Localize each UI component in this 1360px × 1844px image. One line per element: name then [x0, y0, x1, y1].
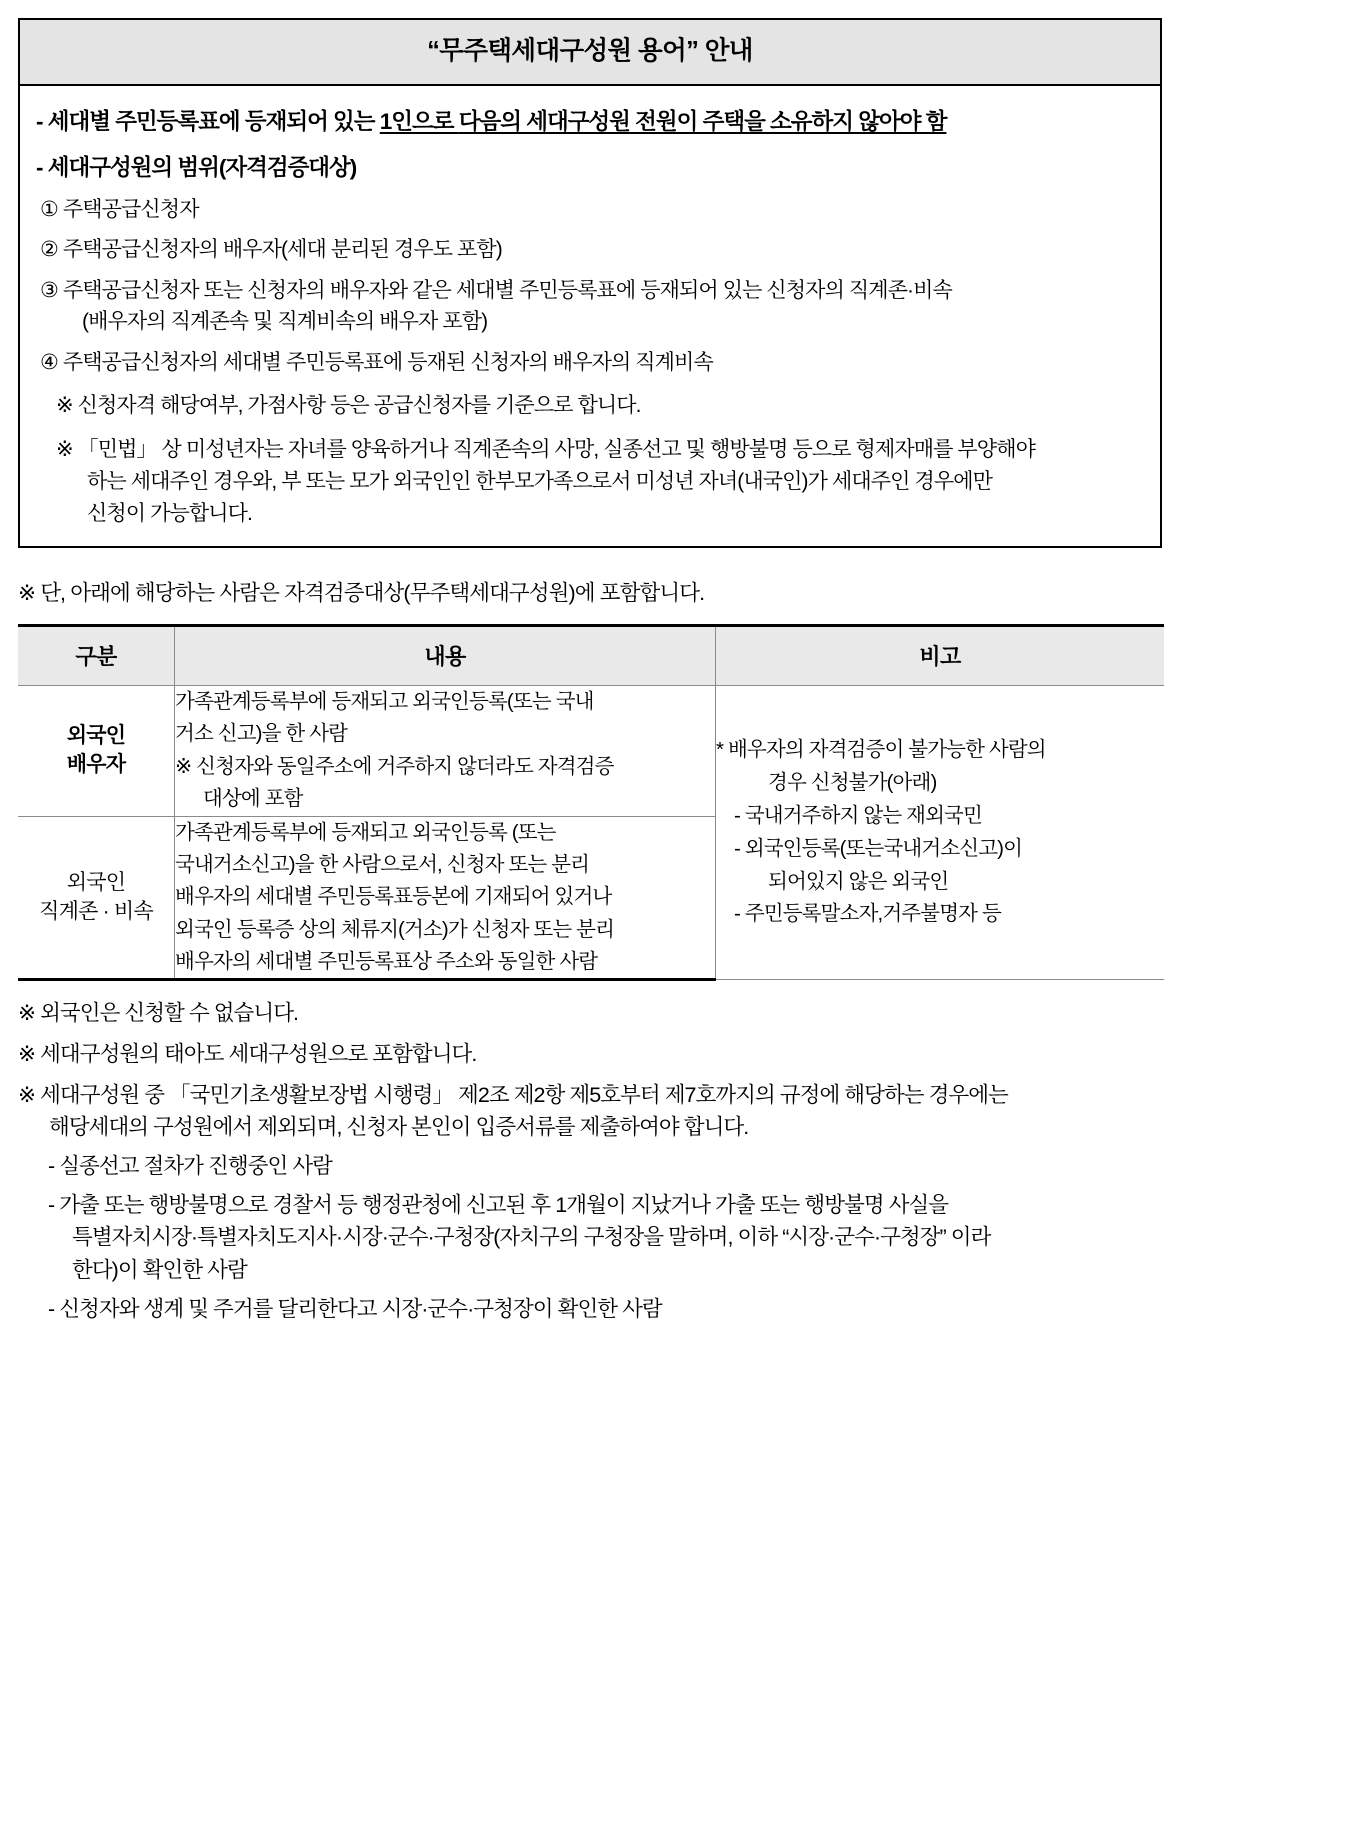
lead-prefix: - 세대별 주민등록표에 등재되어 있는: [36, 108, 380, 134]
row-2-content-line-5: 배우자의 세대별 주민등록표상 주소와 동일한 사람: [175, 950, 598, 974]
row-2-content-line-2: 국내거소신고)을 한 사람으로서, 신청자 또는 분리: [175, 852, 590, 876]
scope-item-1: [40, 194, 1146, 226]
info-note-2-line-3: 신청이 가능합니다.: [87, 502, 252, 526]
footnote-3-marker: ※: [18, 1082, 36, 1107]
scope-item-1-text: 주택공급신청자: [62, 197, 199, 221]
lead-statement: [36, 106, 1146, 139]
column-header-division: 구분: [18, 626, 175, 686]
info-note-1: [56, 390, 1146, 422]
row-2-content-line-4: 외국인 등록증 상의 체류지(거소)가 신청자 또는 분리: [175, 917, 615, 941]
footnotes-section: [18, 997, 1260, 1325]
table-header-row: [18, 626, 1164, 686]
remark-bullet-2-continuation: 되어있지 않은 외국인: [768, 869, 949, 893]
footnote-dash-2: [18, 1189, 1260, 1287]
info-note-1-marker: ※: [56, 394, 73, 418]
row-1-division-line-2: 배우자: [66, 752, 126, 776]
row-2-division-line-1: 외국인: [66, 871, 126, 895]
row-2-content: [175, 816, 716, 980]
row-1-division-line-1: 외국인: [66, 724, 126, 748]
row-2-division-line-2: 직계존 · 비속: [39, 899, 153, 923]
footnote-3: [18, 1079, 1260, 1144]
footnote-1-marker: ※: [18, 1001, 36, 1026]
remark-head-line-1: * 배우자의 자격검증이 불가능한 사람의: [716, 738, 1046, 762]
info-box-body: [20, 86, 1160, 546]
footnote-dash-3: [18, 1293, 1260, 1326]
row-1-content-line-4: 대상에 포함: [203, 787, 303, 811]
scope-item-4-marker: ④: [40, 350, 58, 374]
footnote-dash-1: [18, 1150, 1260, 1183]
scope-item-3-text: 주택공급신청자 또는 신청자의 배우자와 같은 세대별 주민등록표에 등재되어 있는 신청자의 직계존·비속: [62, 278, 952, 302]
footnote-2-marker: ※: [18, 1042, 36, 1067]
scope-item-3-continuation: (배우자의 직계존속 및 직계비속의 배우자 포함): [82, 310, 488, 334]
footnote-dash-3-text: - 신청자와 생계 및 주거를 달리한다고 시장·군수·구청장이 확인한 사람: [48, 1296, 662, 1321]
footnote-2: [18, 1038, 1260, 1071]
scope-subheading: - 세대구성원의 범위(자격검증대상): [36, 155, 357, 181]
table-row: [18, 686, 1164, 817]
info-box-title: “무주택세대구성원 용어” 안내: [20, 20, 1160, 86]
scope-item-4: [40, 347, 1146, 379]
row-2-content-line-1: 가족관계등록부에 등재되고 외국인등록 (또는: [175, 820, 556, 844]
footnote-2-text: 세대구성원의 태아도 세대구성원으로 포함합니다.: [40, 1042, 477, 1067]
footnote-3-text: 세대구성원 중 「국민기초생활보장법 시행령」 제2조 제2항 제5호부터 제7호까지의 규정에 해당하는 경우에는: [40, 1082, 1008, 1107]
lead-mid: 으로: [412, 108, 459, 134]
scope-item-2-marker: ②: [40, 238, 58, 262]
qualification-table: [18, 624, 1164, 981]
remark-bullet-1: - 국내거주하지 않는 재외국민: [734, 803, 982, 827]
footnote-dash-2-text: - 가출 또는 행방불명으로 경찰서 등 행정관청에 신고된 후 1개월이 지났거나 가출 또는 행방불명 사실을: [48, 1192, 949, 1217]
table-header: [18, 626, 1164, 686]
info-note-2-marker: ※: [56, 438, 73, 462]
row-2-content-line-3: 배우자의 세대별 주민등록표등본에 기재되어 있거나: [175, 885, 612, 909]
info-note-2-line-2: 하는 세대주인 경우와, 부 또는 모가 외국인인 한부모가족으로서 미성년 자녀(내국인)가 세대주인 경우에만: [87, 470, 992, 494]
row-1-division: [18, 686, 175, 817]
row-1-content-line-3: ※ 신청자와 동일주소에 거주하지 않더라도 자격검증: [175, 754, 614, 778]
scope-item-2-text: 주택공급신청자의 배우자(세대 분리된 경우도 포함): [62, 238, 502, 262]
scope-item-3-marker: ③: [40, 278, 58, 302]
column-header-content: 내용: [175, 626, 716, 686]
footnote-1: [18, 997, 1260, 1030]
scope-item-1-marker: ①: [40, 197, 58, 221]
terminology-info-box: [18, 18, 1162, 548]
row-1-content-line-1: 가족관계등록부에 등재되고 외국인등록(또는 국내: [175, 690, 594, 714]
table-caption: ※ 단, 아래에 해당하는 사람은 자격검증대상(무주택세대구성원)에 포함합니다.: [18, 580, 705, 605]
column-header-remark: 비고: [716, 626, 1165, 686]
remark-cell: [716, 686, 1165, 980]
lead-underline-two: 다음의 세대구성원 전원이 주택을 소유하지 않아야 함: [458, 108, 947, 134]
scope-item-4-text: 주택공급신청자의 세대별 주민등록표에 등재된 신청자의 배우자의 직계비속: [62, 350, 713, 374]
footnote-dash-2-line-3: 한다)이 확인한 사람: [72, 1258, 247, 1283]
row-1-content: [175, 686, 716, 817]
scope-item-3: [40, 275, 1146, 338]
footnote-1-text: 외국인은 신청할 수 없습니다.: [40, 1001, 299, 1026]
remark-head-line-2: 경우 신청불가(아래): [768, 771, 937, 795]
lead-underline-one: 1인: [379, 108, 413, 134]
table-body: [18, 686, 1164, 980]
info-note-2: [56, 434, 1146, 530]
info-note-2-text: 「민법」 상 미성년자는 자녀를 양육하거나 직계존속의 사망, 실종선고 및 행방불명 등으로 형제자매를 부양해야: [77, 438, 1035, 462]
footnote-dash-2-line-2: 특별자치시장·특별자치도지사·시장·군수·구청장(자치구의 구청장을 말하며, 이하 “시장·군수·구청장” 이라: [72, 1225, 991, 1250]
footnote-dash-1-text: - 실종선고 절차가 진행중인 사람: [48, 1154, 332, 1179]
remark-bullet-2: - 외국인등록(또는국내거소신고)이: [734, 836, 1023, 860]
row-1-content-line-2: 거소 신고)을 한 사람: [175, 722, 348, 746]
footnote-3-line-2: 해당세대의 구성원에서 제외되며, 신청자 본인이 입증서류를 제출하여야 합니다.: [49, 1115, 749, 1140]
info-note-1-text: 신청자격 해당여부, 가점사항 등은 공급신청자를 기준으로 합니다.: [77, 394, 641, 418]
scope-item-2: [40, 234, 1146, 266]
row-2-division: [18, 816, 175, 980]
remark-bullet-3: - 주민등록말소자,거주불명자 등: [734, 902, 1001, 926]
